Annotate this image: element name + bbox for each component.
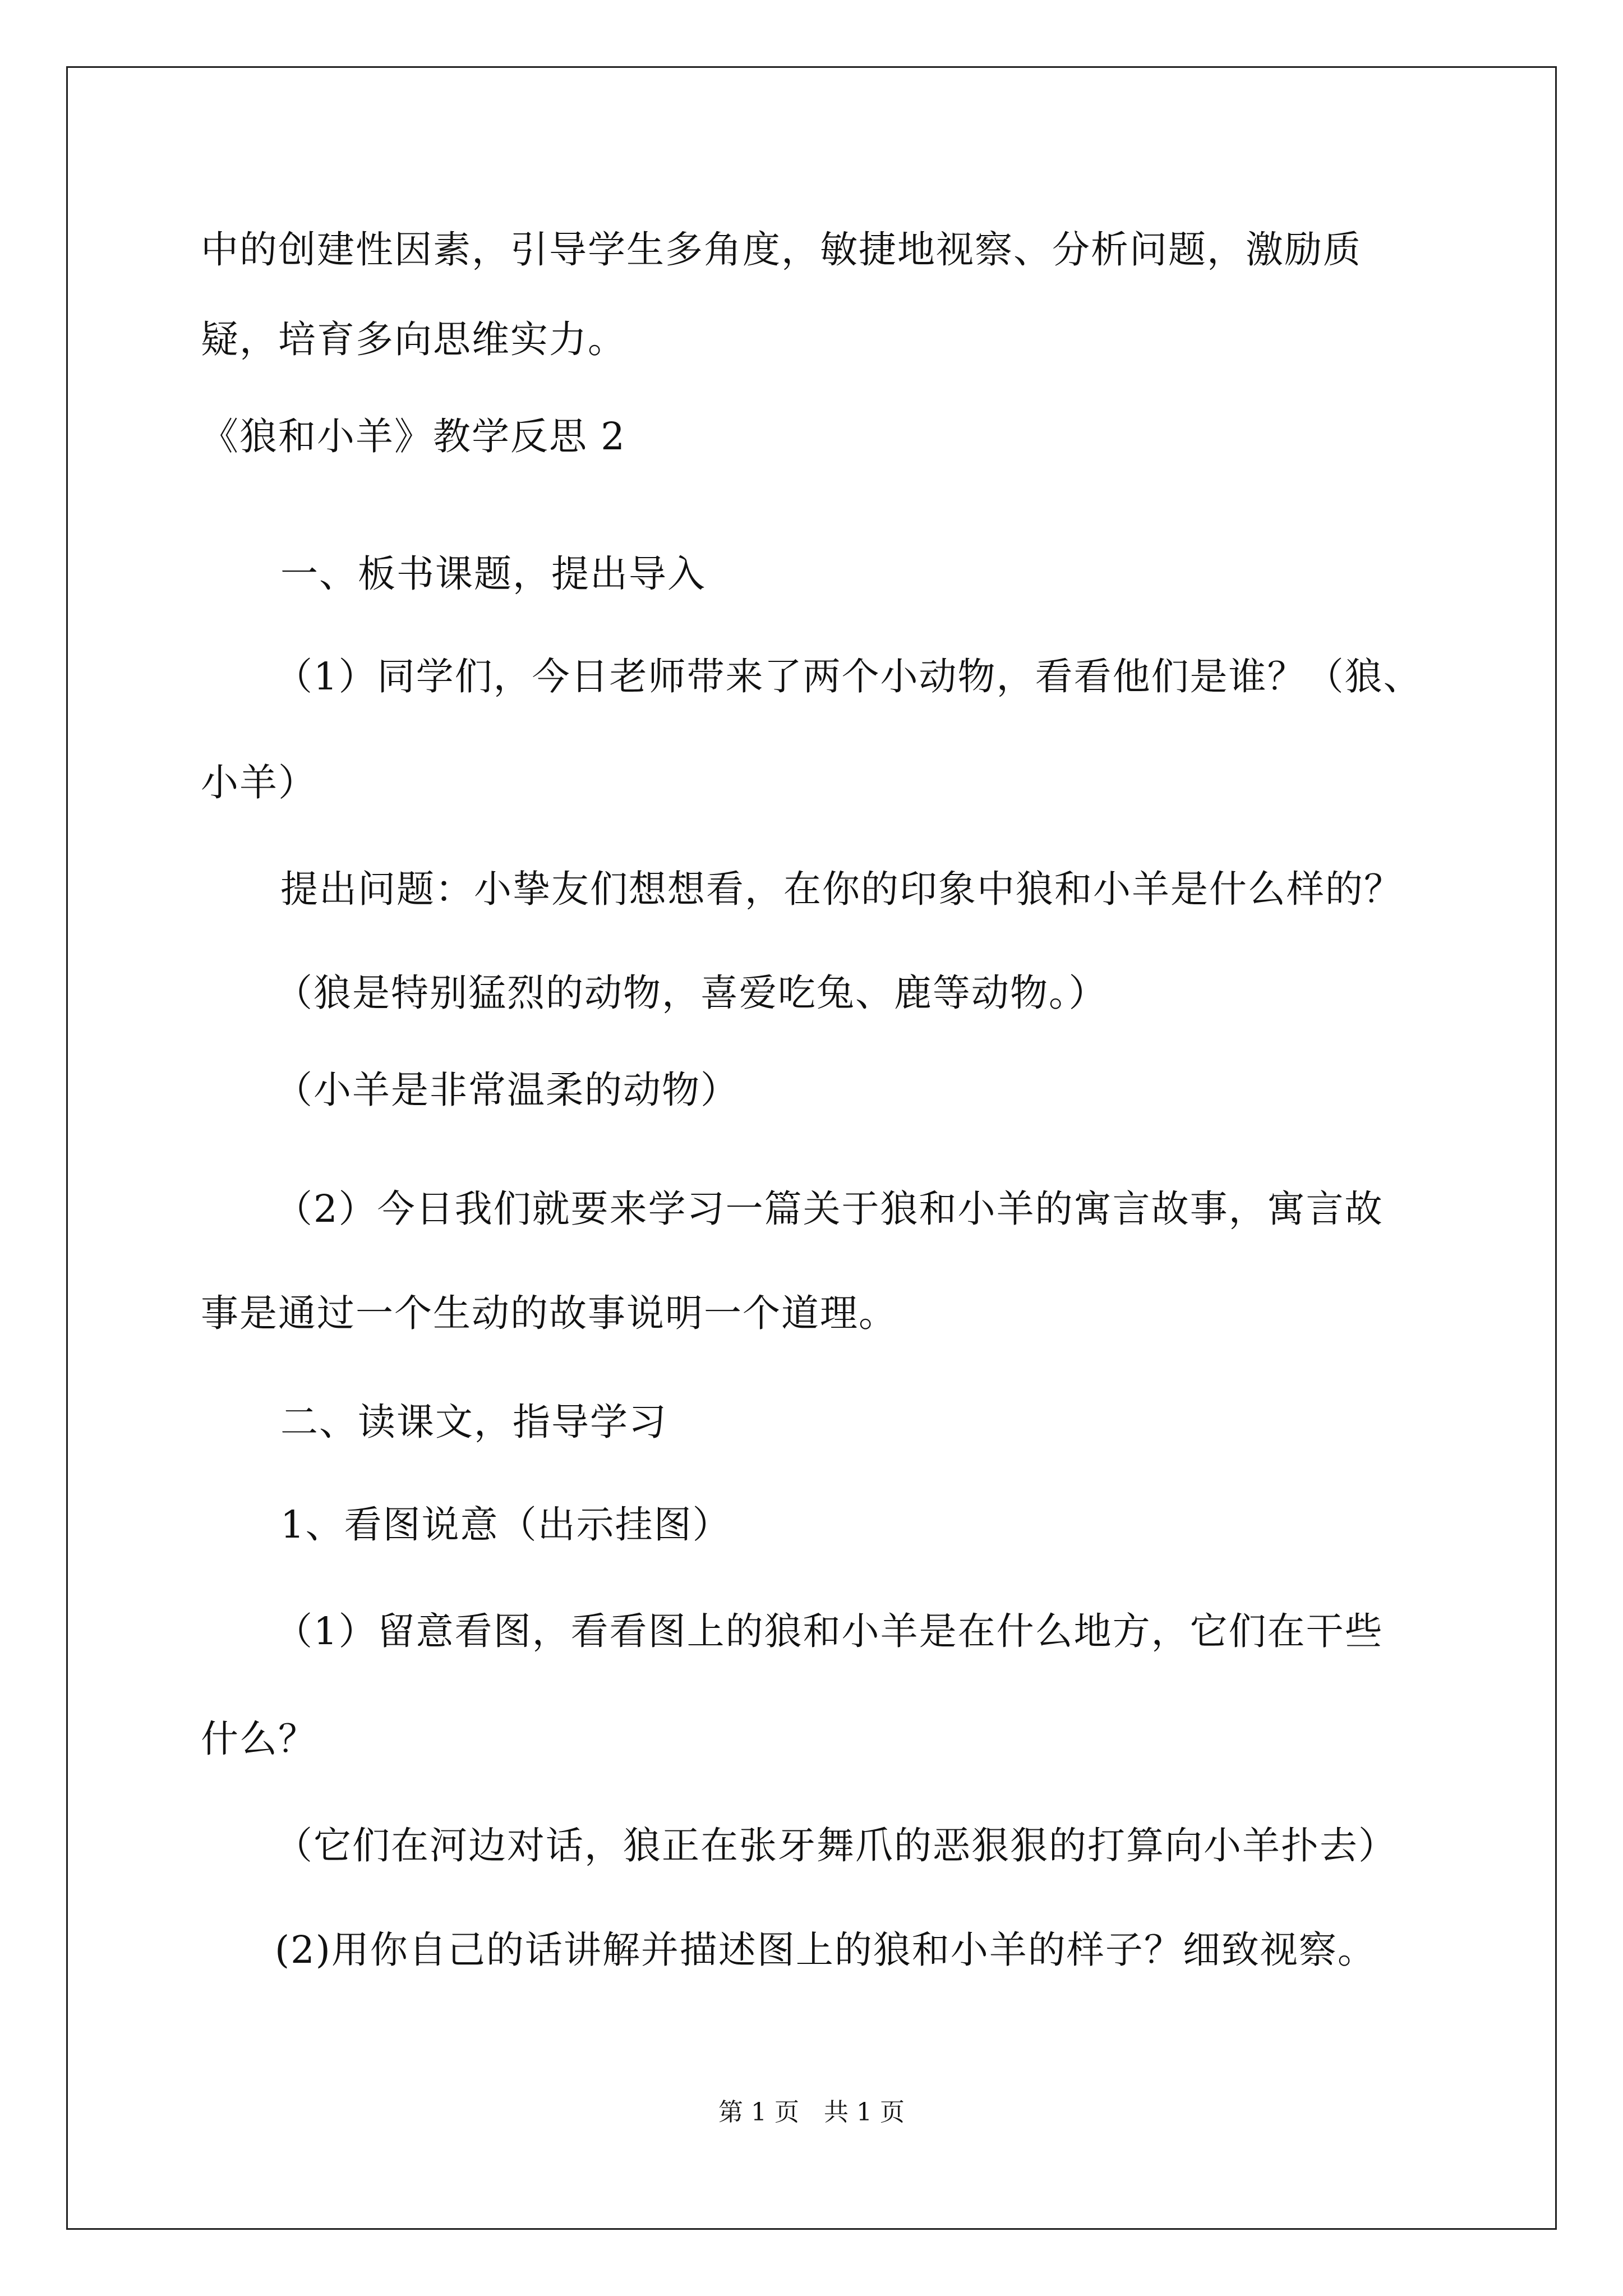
paragraph-line: （小羊是非常温柔的动物） (275, 1068, 739, 1112)
paragraph-line: （它们在河边对话，狼正在张牙舞爪的恶狠狠的打算向小羊扑去） (275, 1824, 1397, 1867)
paragraph-line: 小羊） (201, 761, 317, 804)
paragraph-line: （1）同学们，今日老师带来了两个小动物，看看他们是谁？（狼、 (275, 655, 1422, 698)
paragraph-line: 提出问题：小挚友们想想看，在你的印象中狼和小羊是什么样的？ (280, 867, 1403, 911)
paragraph-line: 中的创建性因素，引导学生多角度，敏捷地视察、分析问题，激励质 (201, 228, 1362, 272)
paragraph-line: （2）今日我们就要来学习一篇关于狼和小羊的寓言故事，寓言故 (275, 1187, 1384, 1231)
paragraph-line: （狼是特别猛烈的动物，喜爱吃兔、鹿等动物。） (275, 971, 1108, 1015)
paragraph-line: （1）留意看图，看看图上的狼和小羊是在什么地方，它们在干些 (275, 1609, 1384, 1653)
paragraph-line: (2)用你自己的话讲解并描述图上的狼和小羊的样子？细致视察。 (275, 1928, 1376, 1972)
heading-line: 一、板书课题，提出导入 (280, 552, 706, 596)
paragraph-line: 事是通过一个生动的故事说明一个道理。 (201, 1291, 897, 1335)
heading-line: 二、读课文，指导学习 (280, 1400, 667, 1444)
paragraph-line: 1、看图说意（出示挂图） (280, 1503, 731, 1547)
page-footer: 第 1 页 共 1 页 (718, 2098, 905, 2127)
paragraph-line: 什么？ (201, 1717, 317, 1761)
section-title: 《狼和小羊》教学反思 2 (201, 415, 626, 458)
paragraph-line: 疑，培育多向思维实力。 (201, 318, 626, 361)
page-border (66, 66, 1557, 2230)
